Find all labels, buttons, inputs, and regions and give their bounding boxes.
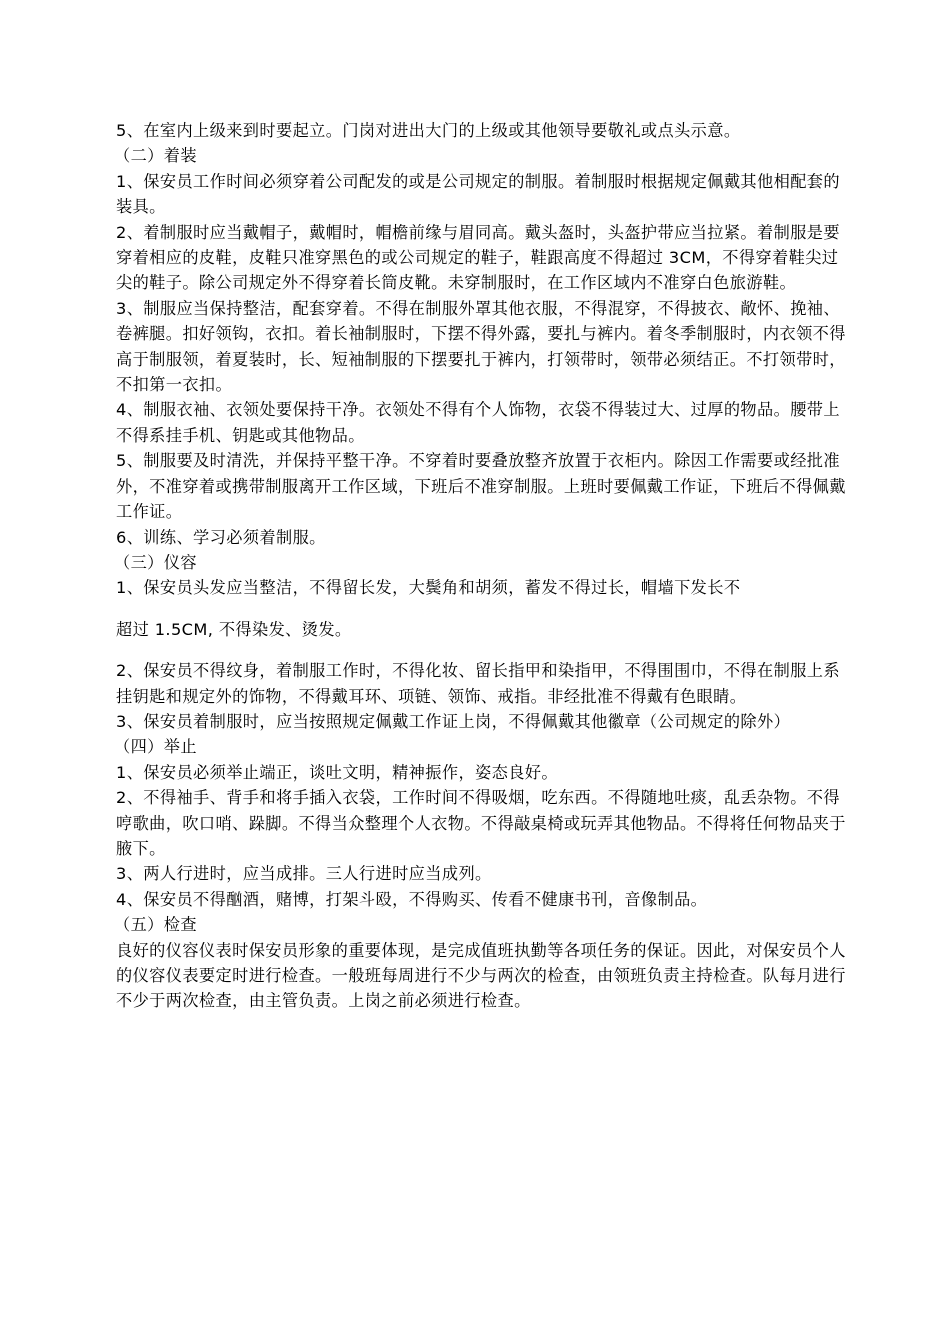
paragraph: 超过 1.5CM, 不得染发、烫发。 — [116, 619, 352, 639]
section-heading: （四）举止 — [114, 737, 197, 757]
paragraph: 2、着制服时应当戴帽子，戴帽时，帽檐前缘与眉同高。戴头盔时，头盔护带应当拉紧。着制服是要穿着相应的皮鞋，皮鞋只准穿黑色的或公司规定的鞋子，鞋跟高度不得超过 3CM，不得穿着鞋尖过尖的鞋子。除公司规定外不得穿着长筒皮靴。未穿制服时，在工作区域内不准穿白色旅游鞋。 — [116, 222, 840, 293]
paragraph: 2、不得袖手、背手和将手插入衣袋，工作时间不得吸烟，吃东西。不得随地吐痰，乱丢杂物。不得哼歌曲，吹口哨、跺脚。不得当众整理个人衣物。不得敲桌椅或玩弄其他物品。不得将任何物品夹于腋下。 — [116, 788, 846, 858]
paragraph: 1、保安员必须举止端正，谈吐文明，精神振作，姿态良好。 — [116, 762, 558, 782]
document-body — [116, 118, 846, 1014]
section-heading: （三）仪容 — [114, 552, 197, 572]
paragraph: 3、两人行进时，应当成排。三人行进时应当成列。 — [116, 864, 492, 884]
paragraph: 2、保安员不得纹身，着制服工作时，不得化妆、留长指甲和染指甲，不得围围巾，不得在制服上系挂钥匙和规定外的饰物，不得戴耳环、项链、领饰、戒指。非经批准不得戴有色眼睛。 — [116, 661, 840, 706]
paragraph: 4、制服衣袖、衣领处要保持干净。衣领处不得有个人饰物，衣袋不得装过大、过厚的物品。腰带上不得系挂手机、钥匙或其他物品。 — [116, 400, 840, 445]
paragraph: 3、制服应当保持整洁，配套穿着。不得在制服外罩其他衣服，不得混穿，不得披衣、敞怀、挽袖、卷裤腿。扣好领钩，衣扣。着长袖制服时，下摆不得外露，要扎与裤内。着冬季制服时，内衣领不得高于制服领，着夏装时，长、短袖制服的下摆要扎于裤内，打领带时，领带必须结正。不打领带时，不扣第一衣扣。 — [116, 298, 846, 395]
paragraph: 5、制服要及时清洗，并保持平整干净。不穿着时要叠放整齐放置于衣柜内。除因工作需要或经批准外，不准穿着或携带制服离开工作区域，下班后不准穿制服。上班时要佩戴工作证，下班后不得佩戴工作证。 — [116, 451, 846, 522]
paragraph: 6、训练、学习必须着制服。 — [116, 527, 326, 547]
paragraph: 1、保安员头发应当整洁，不得留长发，大鬓角和胡须，蓄发不得过长，帽墙下发长不 — [116, 578, 741, 598]
section-heading: （二）着装 — [114, 146, 197, 166]
paragraph: 3、保安员着制服时，应当按照规定佩戴工作证上岗，不得佩戴其他徽章（公司规定的除外） — [116, 711, 791, 731]
section-heading: （五）检查 — [114, 915, 197, 935]
paragraph: 良好的仪容仪表时保安员形象的重要体现，是完成值班执勤等各项任务的保证。因此，对保安员个人的仪容仪表要定时进行检查。一般班每周进行不少与两次的检查，由领班负责主持检查。队每月进行不少于两次检查，由主管负责。上岗之前必须进行检查。 — [116, 940, 846, 1011]
paragraph: 5、在室内上级来到时要起立。门岗对进出大门的上级或其他领导要敬礼或点头示意。 — [116, 121, 741, 140]
paragraph: 4、保安员不得酗酒，赌博，打架斗殴，不得购买、传看不健康书刊，音像制品。 — [116, 889, 708, 909]
paragraph: 1、保安员工作时间必须穿着公司配发的或是公司规定的制服。着制服时根据规定佩戴其他相配套的装具。 — [116, 171, 840, 217]
